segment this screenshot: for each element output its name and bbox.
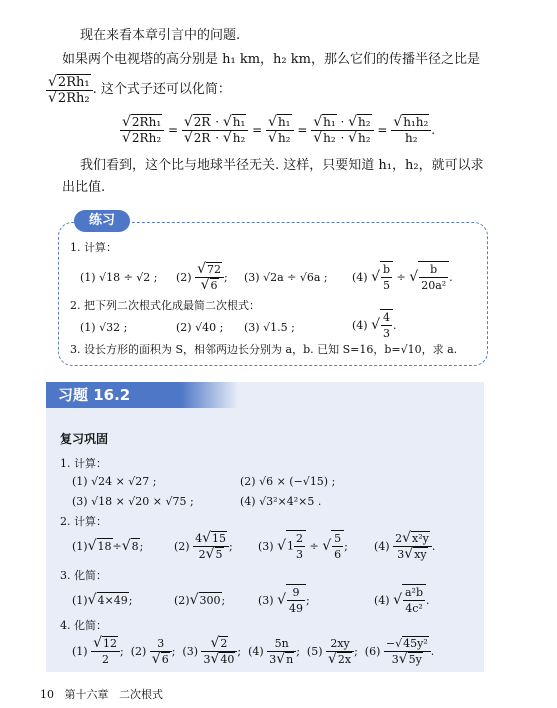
derivation-equation: $\frac{\text{√2Rh₁}}{\text{√2Rh₂}}$ = $\frac{\text{√2R · √h₁}}{\text{√2R · √h₂}}$ = $\frac{\text{√h₁}}{\text{√h₂}}$ = $\frac{\text{√h₁ · √h₂}}{\text{√h₂ · √h₂}}$ = $\frac{\text{√h₁h₂}}{\text{h₂}}$ . (122, 113, 436, 146)
practice-q1-title: 1. 计算： (70, 241, 117, 254)
practice-q1-item-3: (3) √2a ÷ √6a ; (244, 270, 328, 284)
ratio-fraction: $\frac{\text{√2Rh₁}}{\text{√2Rh₂}}$ (46, 75, 93, 106)
practice-q2-item-3: (3) √1.5 ; (244, 320, 295, 334)
exercise-panel (46, 382, 484, 672)
exercise-q1-item-2: (2) √6 × (−√15) ; (240, 475, 336, 488)
intro-line-4: 我们看到，这个比与地球半径无关. 这样，只要知道 h₁，h₂，就可以求 (80, 158, 484, 173)
chapter-title: 二次根式 (119, 688, 163, 701)
intro-line-3-tail: 这个式子还可以化简： (100, 82, 231, 97)
exercise-q3-title: 3. 化简： (60, 569, 107, 582)
practice-q2-title: 2. 把下列二次根式化成最简二次根式： (70, 299, 260, 312)
exercise-q4-title: 4. 化简： (60, 619, 107, 632)
page-number: 10 (40, 688, 54, 701)
practice-q2-item-1: (1) √32 ; (80, 320, 128, 334)
exercise-q2-item-2: (2) $\frac{4√15}{2√5}$ ; (174, 529, 233, 562)
exercise-q4-items: (1) $\frac{√12}{2}$ ; (2) $\frac{3}{√6}$ ; (3) $\frac{√2}{3√40}$ ; (4) $\frac{5n}{3√n}$ ; (5) $\frac{2xy}{√2x}$ ; (6) $\frac{\text{−√45y²}}{3√5y}$ . (72, 634, 435, 667)
practice-q3: 3. 设长方形的面积为 S，相邻两边长分别为 a，b. 已知 S=16，b=√10，求 a. (70, 343, 458, 356)
footer (40, 686, 163, 702)
practice-q2-item-4: (4) √ $\frac{4}{3}$ . (352, 311, 397, 340)
practice-q2-item-2: (2) √40 ; (176, 320, 224, 334)
exercise-q1-item-4: (4) √3²×4²×5 . (240, 495, 322, 508)
practice-q1-item-2: (2) $\frac{√72}{√6}$ ; (176, 260, 228, 293)
exercise-q1-item-1: (1) √24 × √27 ; (72, 475, 157, 488)
exercise-q3-item-2: (2) √ 300 ; (174, 591, 226, 608)
exercise-section-title: 复习巩固 (60, 432, 109, 446)
exercise-q1-title: 1. 计算： (60, 457, 107, 470)
exercise-q3-item-3: (3) √ $\frac{9}{49}$ ; (258, 586, 310, 615)
chapter-label: 第十六章 (64, 688, 109, 701)
exercise-q3-item-4: (4) √ $\frac{\text{a²b}}{\text{4c²}}$ . (374, 586, 430, 615)
exercise-q3-item-1: (1) √ 4×49 ; (72, 591, 133, 608)
exercise-q2-item-3: (3) √ 1 $\frac{2}{3}$ ÷ √ $\frac{5}{6}$ ; (258, 532, 348, 561)
practice-tag: 练习 (74, 210, 130, 232)
exercise-q2-item-4: (4) $\frac{\text{2√x²y}}{3√xy}$ . (374, 529, 436, 562)
intro-line-5: 出比值. (62, 180, 106, 195)
intro-line-1: 现在来看本章引言中的问题. (80, 28, 241, 43)
exercise-header: 习题 16.2 (46, 382, 238, 408)
intro-line-3: $\frac{\text{√2Rh₁}}{\text{√2Rh₂}}$ . 这个式子还可以化简： (48, 73, 231, 106)
exercise-q1-item-3: (3) √18 × √20 × √75 ; (72, 495, 194, 508)
practice-q1-item-4: (4) √ $\frac{b}{5}$ ÷ √ $\frac{b}{\text{20a²}}$ . (352, 263, 453, 292)
exercise-q2-item-1: (1) √ 18 ÷ √ 8 ; (72, 537, 144, 554)
exercise-q2-title: 2. 计算： (60, 515, 107, 528)
practice-q1-item-1: (1) √18 ÷ √2 ; (80, 270, 158, 284)
intro-line-2: 如果两个电视塔的高分别是 h₁ km，h₂ km，那么它们的传播半径之比是 (62, 52, 480, 67)
